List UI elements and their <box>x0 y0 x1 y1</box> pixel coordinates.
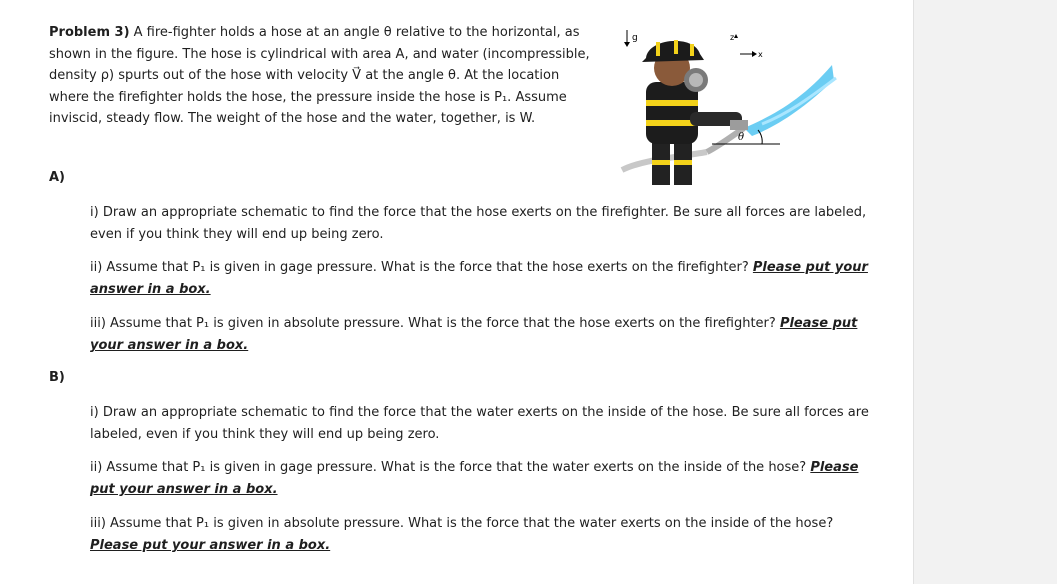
problem-text: A fire-fighter holds a hose at an angle θ relative to the horizontal, as shown in the figure. The hose is cylindrical with area A, and water (incompressible, density ρ) spurts out of the hose with velocity V⃗ at the angle θ. At the location where the firefighter holds the hose, the pressure inside the hose is P₁. Assume inviscid, steady flow. The weight of the hose and the water, together, is W. <box>49 25 590 126</box>
section-a-item-2 <box>90 257 870 301</box>
problem-statement <box>49 22 599 130</box>
g-label: g <box>632 33 638 43</box>
section-b-label: B) <box>49 370 65 385</box>
section-a-label: A) <box>49 170 66 185</box>
item-text: iii) Assume that P₁ is given in absolute pressure. What is the force that the hose exerts on the firefighter? <box>90 316 780 331</box>
item-text: i) Draw an appropriate schematic to find the force that the water exerts on the inside of the hose. Be sure all forces are labeled, even if you think they will end up being zero. <box>90 405 869 442</box>
item-text: ii) Assume that P₁ is given in gage pressure. What is the force that the water exerts on the inside of the hose? <box>90 460 811 475</box>
section-a-item-3 <box>90 313 870 357</box>
item-text: ii) Assume that P₁ is given in gage pressure. What is the force that the hose exerts on the firefighter? <box>90 260 753 275</box>
section-b-item-1 <box>90 402 870 446</box>
answer-instruction: Please put your answer in a box. <box>90 460 859 497</box>
section-a-item-1 <box>90 202 870 246</box>
firefighter-body <box>646 82 698 144</box>
side-pane <box>913 0 1057 584</box>
theta-label: θ <box>738 132 745 143</box>
item-text: iii) Assume that P₁ is given in absolute pressure. What is the force that the water exerts on the inside of the hose? <box>90 516 834 531</box>
firefighter-illustration <box>612 20 839 188</box>
z-axis-label: z <box>730 33 735 42</box>
answer-instruction: Please put your answer in a box. <box>90 538 331 553</box>
answer-instruction: Please put your answer in a box. <box>90 260 868 297</box>
firefighter-figure <box>612 20 839 188</box>
answer-instruction: Please put your answer in a box. <box>90 316 858 353</box>
section-b-item-2 <box>90 457 870 501</box>
item-text: i) Draw an appropriate schematic to find the force that the hose exerts on the firefighter. Be sure all forces are labeled, even if you think they will end up being zero. <box>90 205 867 242</box>
problem-number: Problem 3) <box>49 25 130 40</box>
section-b-item-3 <box>90 513 870 557</box>
x-axis-label: x <box>758 50 763 59</box>
